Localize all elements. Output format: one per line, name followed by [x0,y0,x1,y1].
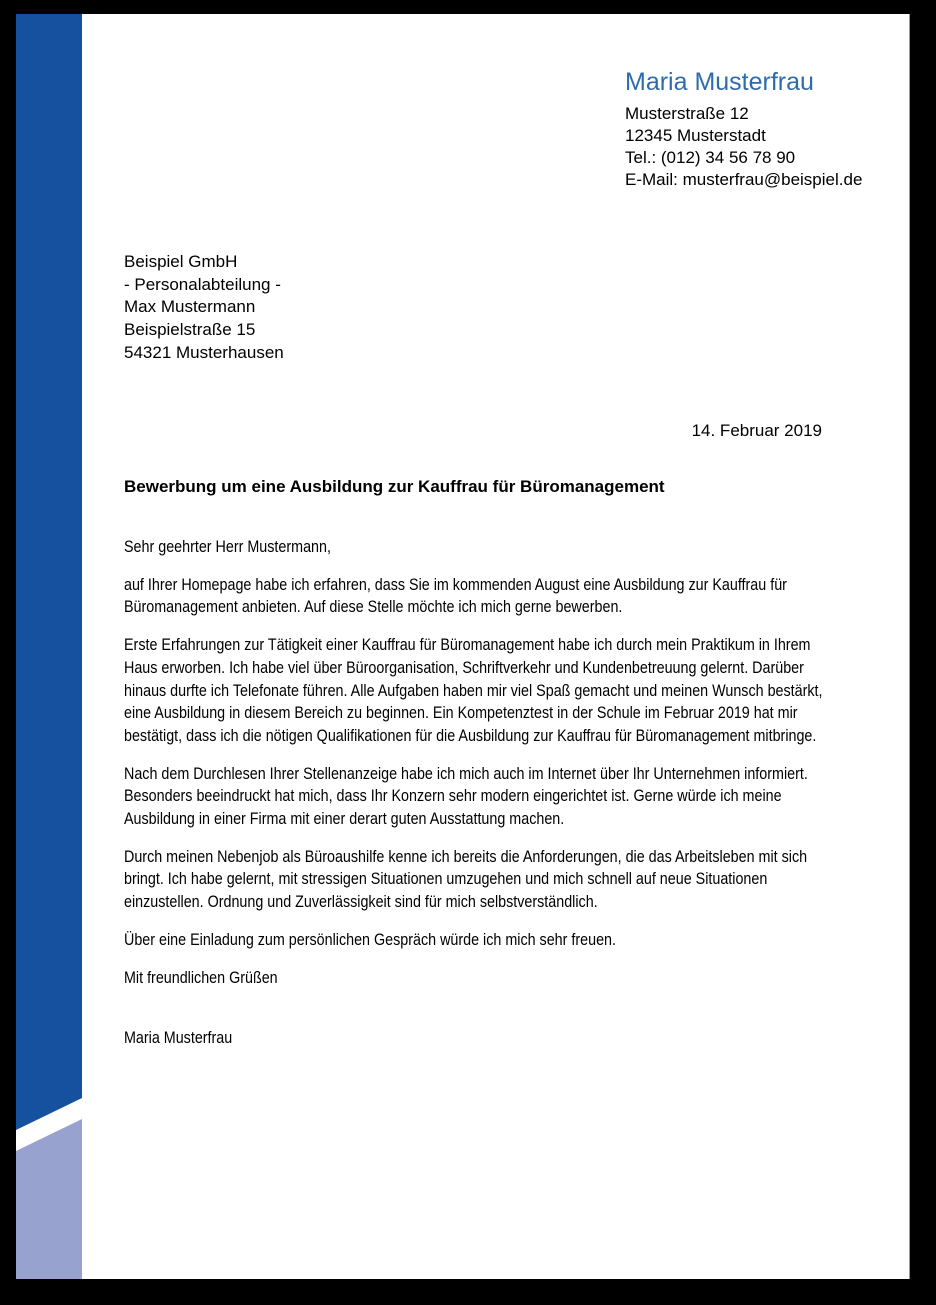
page-right-edge-line [909,14,910,1279]
salutation: Sehr geehrter Herr Mustermann, [124,538,331,556]
body-paragraph: Erste Erfahrungen zur Tätigkeit einer Kauffrau für Büromanagement habe ich durch mein Praktikum in Ihrem Haus erworben. Ich habe viel über Büroorganisation, Schriftverkehr und Kundenbetreuung gelernt. Darüber hinaus durfte ich Telefonate führen. Alle Aufgaben haben mir viel Spaß gemacht und meinen Wunsch bestärkt, eine Ausbildung in diesem Bereich zu beginnen. Ein Kompetenztest in der Schule im Februar 2019 hat mir bestätigt, dass ich die nötigen Qualifikationen für die Ausbildung zur Kauffrau für Büromanagement mitbringe. [124,636,823,745]
sender-name: Maria Musterfrau [625,68,814,96]
sender-address-line: E-Mail: musterfrau@beispiel.de [625,170,863,189]
sender-address-line: 12345 Musterstadt [625,126,766,145]
letter-body [124,536,836,1050]
recipient-address-line: Max Mustermann [124,297,256,317]
recipient-address-line: 54321 Musterhausen [124,342,284,362]
body-paragraph: auf Ihrer Homepage habe ich erfahren, dass Sie im kommenden August eine Ausbildung zur Kauffrau für Büromanagement anbieten. Auf diese Stelle möchte ich mich gerne bewerben. [124,575,787,617]
body-paragraphs [124,574,836,952]
recipient-block [124,251,284,365]
body-paragraph: Über eine Einladung zum persönlichen Gespräch würde ich mich sehr freuen. [124,930,616,949]
left-accent-stripe-dark [16,14,82,1130]
body-paragraph: Nach dem Durchlesen Ihrer Stellenanzeige habe ich mich auch im Internet über Ihr Unternehmen informiert. Besonders beeindruckt hat mich, dass Ihr Konzern sehr modern eingerichtet ist. Gerne würde ich meine Ausbildung in einer Firma mit einer derart guten Ausstattung machen. [124,764,808,829]
recipient-address-line: Beispiel GmbH [124,252,238,271]
recipient-address-line: - Personalabteilung - [124,274,281,294]
recipient-address-line: Beispielstraße 15 [124,320,256,340]
date-row [124,420,836,442]
sender-block [625,67,862,191]
left-accent-stripe-light [16,1119,82,1279]
sender-address-line: Musterstraße 12 [625,104,749,123]
letter-date: 14. Februar 2019 [691,421,822,440]
sender-address [625,103,862,191]
body-paragraph: Durch meinen Nebenjob als Büroaushilfe kenne ich bereits die Anforderungen, die das Arbeitsleben mit sich bringt. Ich habe gelernt, mit stressigen Situationen umzugehen und mich schnell auf neue Situationen einzustellen. Ordnung und Zuverlässigkeit sind für mich selbstverständlich. [124,847,808,912]
subject-line: Bewerbung um eine Ausbildung zur Kauffrau für Büromanagement [124,477,665,496]
signature-name: Maria Musterfrau [124,1029,233,1048]
sender-address-line: Tel.: (012) 34 56 78 90 [625,148,796,167]
valediction: Mit freundlichen Grüßen [124,968,278,987]
letter-page [16,14,910,1279]
